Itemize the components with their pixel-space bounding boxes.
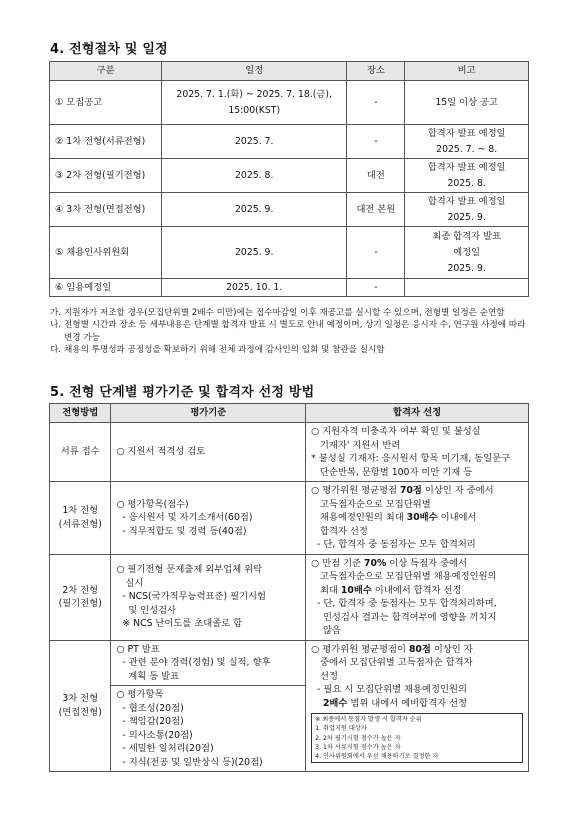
note-item xyxy=(50,319,535,344)
note-cell: 15일 이상 공고 xyxy=(405,81,529,125)
method-line: (필기전형) xyxy=(58,598,102,609)
criteria-line: 실시 xyxy=(116,577,144,589)
tiebreak-box xyxy=(311,713,523,763)
selection-line: - 단, 합격자 중 동점자는 모두 합격처리 xyxy=(311,539,476,550)
selection-line: - 단, 합격자 중 동점자는 모두 합격처리하며, xyxy=(311,598,497,609)
selection-line: ○ 지원자격 미충족자 여부 확인 및 불성실 xyxy=(311,426,481,437)
schedule-header-row xyxy=(50,62,529,81)
criteria-items-block xyxy=(111,686,305,771)
note-item xyxy=(50,344,535,356)
note-marker: 다. xyxy=(50,344,62,355)
schedule-cell xyxy=(161,81,347,125)
stage-cell: ⑤ 채용인사위원회 xyxy=(50,227,162,279)
criteria-line: ○ 지원서 적격성 검토 xyxy=(116,446,206,458)
selection-line: 최대 10배수 이내에서 합격자 선정 xyxy=(311,584,462,596)
note-cell xyxy=(405,159,529,193)
selection-line: 인성검사 결과는 합격여부에 영향을 끼치지 xyxy=(311,611,497,623)
tiebreak-line: 3. 1차 서류시험 점수가 높은 자 xyxy=(315,743,401,751)
selection-line: 단순반복, 문항별 100자 미만 기재 등 xyxy=(311,466,473,478)
method-line: 3차 전형 xyxy=(62,693,99,705)
evaluation-row xyxy=(50,554,529,640)
selection-line: ○ 평가위원 평균평점이 80점 이상인 자 xyxy=(311,643,473,655)
schedule-row xyxy=(50,125,529,159)
tiebreak-line: 1. 취업지원 대상자 xyxy=(315,725,367,733)
note-line: 합격자 발표 예정일 xyxy=(427,127,506,139)
schedule-line: 2025. 7. 1.(화) ~ 2025. 7. 18.(금), xyxy=(176,88,332,100)
section-4-title: 4. 전형절차 및 일정 xyxy=(50,42,168,57)
schedule-cell: 2025. 9. xyxy=(161,227,347,279)
note-line: 예정일 xyxy=(453,246,481,258)
place-cell: 대전 본원 xyxy=(347,193,405,227)
note-line: 합격자 발표 예정일 xyxy=(427,161,506,173)
selection-line: 고득점자순으로 모집단위별 채용예정인원의 xyxy=(311,571,497,582)
criteria-line: - 직무적합도 및 경력 등(40점) xyxy=(116,525,247,537)
criteria-line: - 관련 분야 경력(경험) 및 실적, 향후 xyxy=(116,657,271,668)
criteria-line: 및 인성검사 xyxy=(116,604,177,616)
schedule-cell: 2025. 10. 1. xyxy=(161,279,347,297)
note-marker: 가. xyxy=(50,308,62,318)
selection-line: 기재자' 지원서 반려 xyxy=(311,439,401,451)
criteria-line: - 의사소통(20점) xyxy=(116,729,193,741)
note-line: 최종 합격자 발표 xyxy=(432,230,502,242)
criteria-line: ○ PT 발표 xyxy=(116,643,160,655)
schedule-row xyxy=(50,279,529,297)
stage-cell: ① 모집공고 xyxy=(50,81,162,125)
note-line: 2025. 8. xyxy=(447,177,486,189)
selection-cell xyxy=(306,640,529,772)
criteria-cell xyxy=(111,423,306,482)
method-line: (서류전형) xyxy=(58,518,102,530)
criteria-line: - 응시원서 및 자기소개서(60점) xyxy=(116,512,253,523)
header-criteria: 평가기준 xyxy=(111,404,306,423)
selection-cell xyxy=(306,554,529,640)
header-note: 비고 xyxy=(405,62,529,81)
criteria-cell xyxy=(111,640,306,772)
stage-cell: ② 1차 전형(서류전형) xyxy=(50,125,162,159)
place-cell: - xyxy=(347,279,405,297)
note-cell xyxy=(405,125,529,159)
criteria-line: - 책임감(20점) xyxy=(116,716,184,727)
tiebreak-line: 2. 2차 필기시험 점수가 높은 자 xyxy=(315,734,401,742)
evaluation-header-row xyxy=(50,404,529,423)
criteria-cell xyxy=(111,482,306,555)
selection-line: 2배수 범위 내에서 예비합격자 선정 xyxy=(322,697,467,709)
selection-line: 고득점자순으로 모집단위별 xyxy=(311,498,431,510)
method-line: 2차 전형 xyxy=(62,584,99,596)
selection-line: ○ 만점 기준 70% 이상 득점자 중에서 xyxy=(311,557,468,569)
place-cell: - xyxy=(347,227,405,279)
stage-cell: ⑥ 임용예정일 xyxy=(50,279,162,297)
method-cell xyxy=(50,554,111,640)
header-stage: 구분 xyxy=(50,62,162,81)
selection-cell xyxy=(306,482,529,555)
criteria-line: ○ 평가항목 xyxy=(116,689,164,700)
place-cell: - xyxy=(347,125,405,159)
schedule-row xyxy=(50,81,529,125)
evaluation-row xyxy=(50,640,529,772)
tiebreak-line: ※ 최종에서 동점자 발생 시 합격자 순위 xyxy=(315,716,422,723)
evaluation-row xyxy=(50,423,529,482)
selection-line: * 불성실 기재자: 응시원서 항목 미기재, 동일문구 xyxy=(311,453,511,464)
schedule-row xyxy=(50,193,529,227)
header-schedule: 일정 xyxy=(161,62,347,81)
method-line: (면접전형) xyxy=(58,706,102,718)
criteria-line: - 지식(전공 및 일반상식 등)(20점) xyxy=(116,756,263,768)
stage-cell: ④ 3차 전형(면접전형) xyxy=(50,193,162,227)
note-line: 2025. 9. xyxy=(447,211,486,223)
schedule-cell: 2025. 7. xyxy=(161,125,347,159)
schedule-notes xyxy=(50,307,535,356)
schedule-line: 15:00(KST) xyxy=(228,104,281,116)
note-cell xyxy=(405,193,529,227)
evaluation-table xyxy=(49,403,529,772)
criteria-line: ※ NCS 난이도를 초대졸로 함 xyxy=(116,618,243,630)
selection-line: 않음 xyxy=(311,625,341,636)
schedule-table xyxy=(49,61,529,297)
selection-line: 선정 xyxy=(311,670,338,682)
criteria-line: ○ 평가항목(점수) xyxy=(116,498,189,510)
method-cell xyxy=(50,640,111,772)
method-line: 1차 전형 xyxy=(62,505,99,517)
note-text: 채용의 투명성과 공정성을 확보하기 위해 전체 과정에 감사인의 입회 및 참관을 실시함 xyxy=(64,344,385,355)
method-cell xyxy=(50,482,111,555)
note-cell xyxy=(405,279,529,297)
selection-line: - 필요 시 모집단위별 채용예정인원의 xyxy=(311,684,467,695)
criteria-line: 계획 등 발표 xyxy=(116,670,180,682)
selection-line: 중에서 모집단위별 고득점자순 합격자 xyxy=(311,657,473,668)
header-method: 전형방법 xyxy=(50,404,111,423)
note-text: 지원자가 저조할 경우(모집단위별 2배수 미만)에는 접수마감일 이후 재공고를 실시할 수 있으며, 전형별 일정은 순연함 xyxy=(64,308,505,318)
note-line: 합격자 발표 예정일 xyxy=(427,195,506,207)
note-item xyxy=(50,307,535,319)
note-marker: 나. xyxy=(50,320,62,331)
note-line: 2025. 9. xyxy=(447,262,486,274)
criteria-line: ○ 필기전형 문제출제 외부업체 위탁 xyxy=(116,564,263,576)
method-line: 서류 접수 xyxy=(60,446,100,458)
place-cell: 대전 xyxy=(347,159,405,193)
header-place: 장소 xyxy=(347,62,405,81)
tiebreak-line: 4. 인사위원회에서 우선 채용하기로 결정한 자 xyxy=(315,753,439,761)
criteria-cell xyxy=(111,554,306,640)
schedule-row xyxy=(50,159,529,193)
schedule-row xyxy=(50,227,529,279)
note-text: 전형별 시간과 장소 등 세부내용은 단계별 합격자 발표 시 별도로 안내 예정이며, 상기 일정은 응시자 수, 연구원 사정에 따라 변경 가능 xyxy=(64,320,526,343)
criteria-line: - 세밀한 일처리(20점) xyxy=(116,743,214,754)
schedule-cell: 2025. 8. xyxy=(161,159,347,193)
stage-cell: ③ 2차 전형(필기전형) xyxy=(50,159,162,193)
selection-cell xyxy=(306,423,529,482)
note-cell xyxy=(405,227,529,279)
header-selection: 합격자 선정 xyxy=(306,404,529,423)
method-cell xyxy=(50,423,111,482)
section-5-title: 5. 전형 단계별 평가기준 및 합격자 선정 방법 xyxy=(50,385,315,400)
criteria-line: - NCS(국가직무능력표준) 필기시험 xyxy=(116,591,267,603)
note-line: 2025. 7. ~ 8. xyxy=(436,143,498,155)
criteria-pt-block xyxy=(111,641,305,687)
schedule-cell: 2025. 9. xyxy=(161,193,347,227)
criteria-line: - 협조성(20점) xyxy=(116,702,184,714)
evaluation-row xyxy=(50,482,529,555)
place-cell: - xyxy=(347,81,405,125)
selection-line: 채용예정인원의 최대 30배수 이내에서 xyxy=(311,512,477,523)
selection-line: ○ 평가위원 평균평점 70점 이상인 자 중에서 xyxy=(311,485,494,496)
selection-line: 합격자 선정 xyxy=(311,525,368,537)
